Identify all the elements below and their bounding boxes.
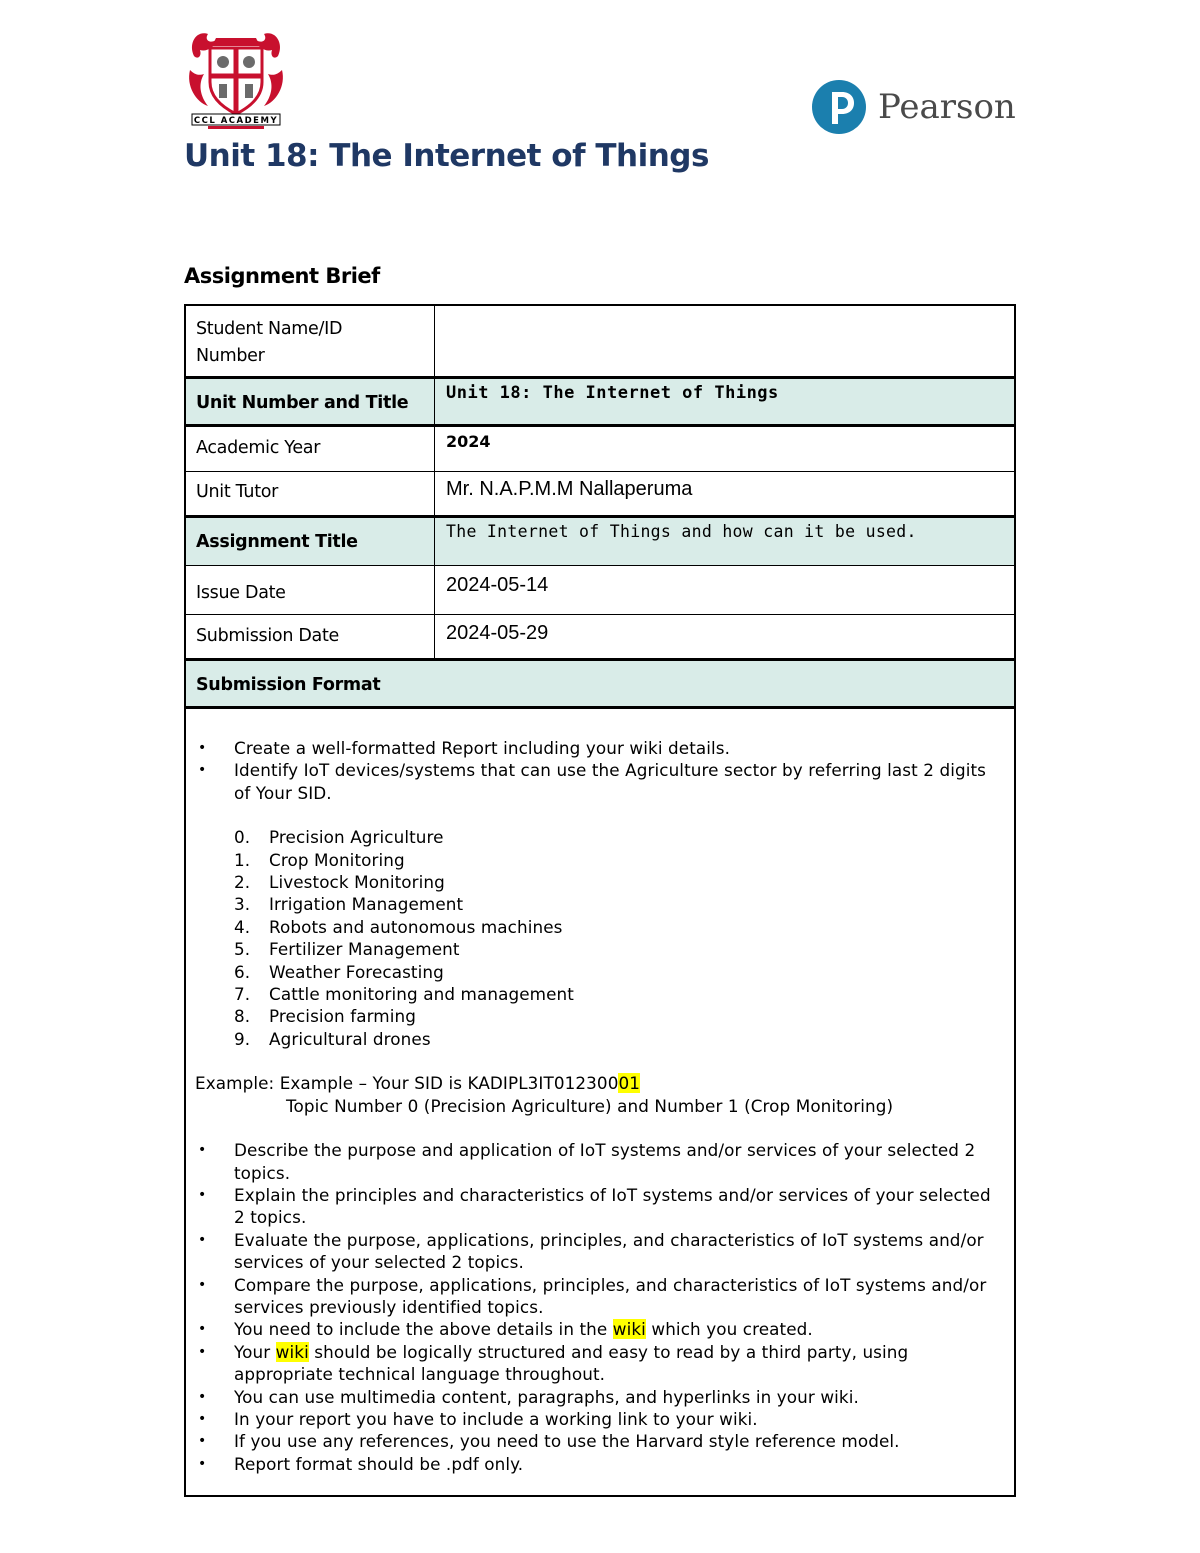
list-item [186, 1341, 1004, 1386]
topic-text: Precision Agriculture [269, 827, 444, 848]
issue-value: 2024-05-14 [446, 574, 549, 596]
topic-number: 4. [234, 916, 251, 937]
topic-number: 2. [234, 872, 251, 893]
tutor-value: Mr. N.A.P.M.M Nallaperuma [446, 478, 693, 500]
title-value: The Internet of Things and how can it be used. [446, 522, 917, 541]
year-label-cell [186, 427, 435, 471]
topic-text: Precision farming [269, 1006, 417, 1027]
student-label: Student Name/ID Number [196, 319, 343, 366]
topic-item [186, 916, 1014, 938]
topic-text: Cattle monitoring and management [269, 984, 574, 1005]
list-item: • Explain the principles and characteristics of IoT systems and/or services of your selected 2 topics. [186, 1184, 1004, 1229]
year-value-cell [436, 427, 1014, 471]
topic-number: 3. [234, 894, 251, 915]
topics-list [186, 826, 1014, 1050]
topic-item [186, 849, 1014, 871]
issue-row [186, 566, 1014, 615]
tutor-label-cell [186, 472, 435, 515]
topic-text: Crop Monitoring [269, 849, 405, 870]
submission-format-content [186, 709, 1014, 1495]
issue-label-cell [186, 566, 435, 614]
pearson-logo [812, 76, 1022, 138]
unit-label: Unit Number and Title [196, 393, 409, 413]
list-item: • Describe the purpose and application of IoT systems and/or services of your selected 2 topics. [186, 1139, 1004, 1184]
topic-number: 9. [234, 1028, 251, 1049]
title-label: Assignment Title [196, 532, 358, 552]
ccl-academy-logo [186, 26, 286, 130]
list-item: • Compare the purpose, applications, principles, and characteristics of IoT systems and/or services previously identified topics. [186, 1274, 1004, 1319]
wiki-highlight: wiki [275, 1341, 309, 1362]
topic-item [186, 983, 1014, 1005]
topic-item [186, 1028, 1014, 1050]
year-label: Academic Year [196, 438, 321, 458]
unit-title: Unit 18: The Internet of Things [184, 138, 709, 174]
student-label-cell [186, 306, 435, 376]
topic-number: 5. [234, 939, 251, 960]
example-line [186, 1072, 1014, 1094]
topic-item [186, 893, 1014, 915]
wiki-text: should be logically structured and easy to read by a third party, using appropriate technical language throughout. [234, 1341, 909, 1385]
topic-number: 0. [234, 827, 251, 848]
topic-number: 7. [234, 984, 251, 1005]
topic-item [186, 938, 1014, 960]
example-prefix: Example: Example – Your SID is KADIPL3IT012300 [195, 1073, 619, 1094]
bullets-bottom [186, 1139, 1014, 1475]
topic-text: Livestock Monitoring [269, 872, 445, 893]
assignment-brief-table [184, 304, 1016, 1497]
topic-item [186, 871, 1014, 893]
tutor-value-cell [436, 472, 1014, 515]
title-label-cell [186, 518, 435, 565]
pearson-logo-text: Pearson [878, 87, 1016, 127]
topic-text: Robots and autonomous machines [269, 916, 563, 937]
issue-value-cell [436, 566, 1014, 614]
list-item: • Evaluate the purpose, applications, principles, and characteristics of IoT systems and/or services of your selected 2 topics. [186, 1229, 1004, 1274]
year-row [186, 427, 1014, 472]
wiki-highlight: wiki [612, 1319, 646, 1340]
unit-value-cell [436, 379, 1014, 424]
ccl-logo-text: CCL ACADEMY [193, 116, 279, 126]
example-highlight: 01 [618, 1073, 641, 1094]
topic-number: 6. [234, 961, 251, 982]
bullets-top [186, 737, 1014, 804]
list-item: • In your report you have to include a working link to your wiki. [186, 1408, 1004, 1430]
list-item: • Identify IoT devices/systems that can use the Agriculture sector by referring last 2 digits of Your SID. [186, 759, 1004, 804]
tutor-row [186, 472, 1014, 518]
topic-item [186, 961, 1014, 983]
unit-value: Unit 18: The Internet of Things [446, 383, 779, 403]
issue-label: Issue Date [196, 583, 286, 603]
topic-text: Fertilizer Management [269, 939, 460, 960]
wiki-text: which you created. [645, 1319, 813, 1340]
topic-number: 1. [234, 849, 251, 870]
submission-row [186, 615, 1014, 661]
example-line-2: Topic Number 0 (Precision Agriculture) and Number 1 (Crop Monitoring) [286, 1095, 894, 1116]
topic-text: Weather Forecasting [269, 961, 444, 982]
year-value: 2024 [446, 432, 491, 451]
assignment-brief-heading: Assignment Brief [184, 264, 380, 288]
topic-item [186, 1005, 1014, 1027]
list-item: • Report format should be .pdf only. [186, 1453, 1004, 1475]
unit-row [186, 379, 1014, 427]
topic-item [186, 826, 1014, 848]
format-row [186, 661, 1014, 709]
submission-value: 2024-05-29 [446, 622, 549, 644]
student-value-cell[interactable] [436, 306, 1014, 376]
submission-value-cell [436, 615, 1014, 658]
tutor-label: Unit Tutor [196, 482, 279, 502]
submission-label: Submission Date [196, 626, 340, 646]
submission-label-cell [186, 615, 435, 658]
wiki-text: You need to include the above details in the [234, 1319, 613, 1340]
unit-label-cell [186, 379, 435, 424]
format-label: Submission Format [196, 675, 381, 695]
topic-number: 8. [234, 1006, 251, 1027]
list-item [186, 1318, 1004, 1340]
list-item: • If you use any references, you need to use the Harvard style reference model. [186, 1430, 1004, 1452]
topic-text: Agricultural drones [269, 1028, 431, 1049]
list-item: • Create a well-formatted Report including your wiki details. [186, 737, 1004, 759]
title-row [186, 518, 1014, 566]
list-item: • You can use multimedia content, paragraphs, and hyperlinks in your wiki. [186, 1386, 1004, 1408]
title-value-cell [436, 518, 1014, 565]
wiki-text: Your [234, 1341, 276, 1362]
topic-text: Irrigation Management [269, 894, 464, 915]
student-row [186, 306, 1014, 379]
